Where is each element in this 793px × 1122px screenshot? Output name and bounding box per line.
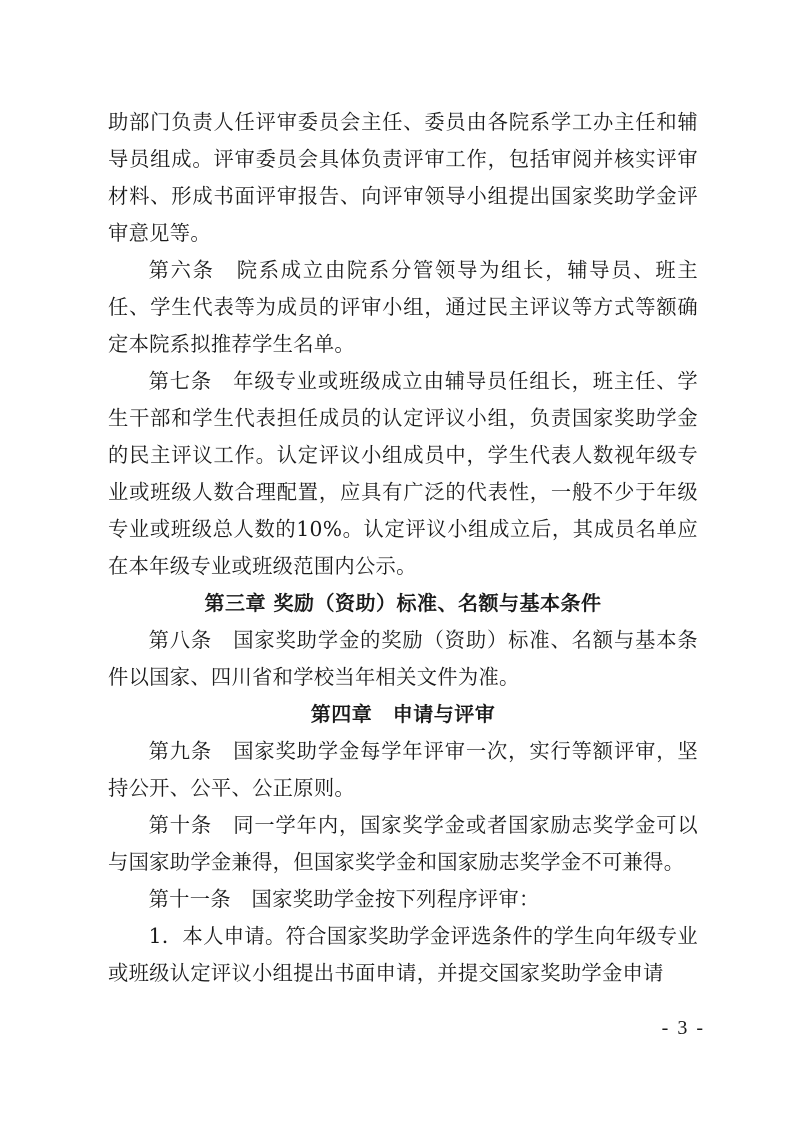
article-8-paragraph: 第八条 国家奖助学金的奖励（资助）标准、名额与基本条件以国家、四川省和学校当年相关文件为准。 <box>108 628 698 689</box>
article-10-paragraph: 第十条 同一学年内，国家奖学金或者国家励志奖学金可以与国家助学金兼得，但国家奖学金和国家励志奖学金不可兼得。 <box>108 813 698 874</box>
page-number: - 3 - <box>661 1017 705 1039</box>
procedure-step-1-paragraph: 1．本人申请。符合国家奖助学金评选条件的学生向年级专业或班级认定评议小组提出书面申请，并提交国家奖助学金申请 <box>108 924 698 985</box>
article-11-paragraph: 第十一条 国家奖助学金按下列程序评审： <box>148 887 540 911</box>
document-body <box>108 104 698 992</box>
chapter-4-heading: 第四章 申请与评审 <box>310 702 496 726</box>
article-7-paragraph: 第七条 年级专业或班级成立由辅导员任组长，班主任、学生干部和学生代表担任成员的认定评议小组，负责国家奖助学金的民主评议工作。认定评议小组成员中，学生代表人数视年级专业或班级人数合理配置，应具有广泛的代表性，一般不少于年级专业或班级总人数的10%。认定评议小组成立后，其成员名单应在本年级专业或班级范围内公示。 <box>108 369 698 578</box>
chapter-3-heading: 第三章 奖励（资助）标准、名额与基本条件 <box>204 591 602 615</box>
article-9-paragraph: 第九条 国家奖助学金每学年评审一次，实行等额评审，坚持公开、公平、公正原则。 <box>108 739 698 800</box>
paragraph-continuation: 助部门负责人任评审委员会主任、委员由各院系学工办主任和辅导员组成。评审委员会具体负责评审工作，包括审阅并核实评审材料、形成书面评审报告、向评审领导小组提出国家奖助学金评审意见等。 <box>108 110 698 245</box>
article-6-paragraph: 第六条 院系成立由院系分管领导为组长，辅导员、班主任、学生代表等为成员的评审小组，通过民主评议等方式等额确定本院系拟推荐学生名单。 <box>108 258 698 356</box>
